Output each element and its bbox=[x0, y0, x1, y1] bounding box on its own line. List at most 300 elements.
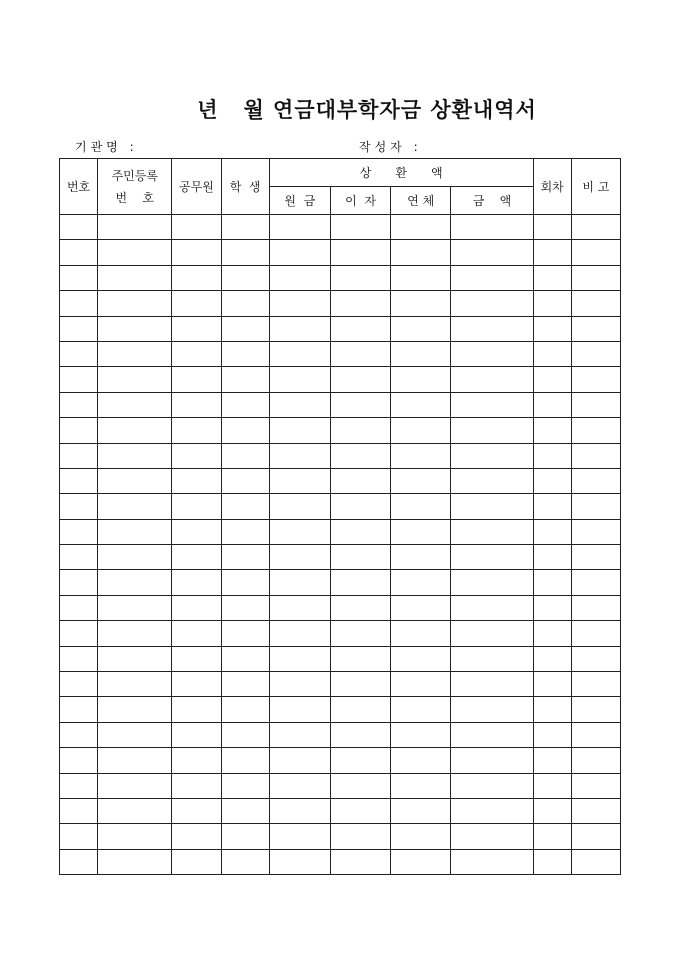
table-cell bbox=[98, 570, 172, 595]
table-cell bbox=[98, 418, 172, 443]
table-cell bbox=[269, 748, 330, 773]
table-cell bbox=[533, 545, 571, 570]
table-cell bbox=[533, 595, 571, 620]
table-cell bbox=[571, 494, 620, 519]
table-cell bbox=[451, 265, 533, 290]
table-cell bbox=[172, 392, 221, 417]
table-cell bbox=[391, 722, 451, 747]
table-cell bbox=[60, 265, 98, 290]
table-cell bbox=[98, 468, 172, 493]
author-label: 작성자 : bbox=[359, 140, 422, 154]
table-cell bbox=[60, 672, 98, 697]
table-cell bbox=[391, 418, 451, 443]
table-cell bbox=[172, 697, 221, 722]
table-cell bbox=[60, 291, 98, 316]
table-cell bbox=[451, 773, 533, 798]
table-cell bbox=[221, 849, 269, 874]
table-cell bbox=[60, 341, 98, 366]
institution-name-label: 기관명 : bbox=[75, 140, 138, 154]
table-cell bbox=[221, 468, 269, 493]
table-cell bbox=[571, 672, 620, 697]
table-cell bbox=[533, 672, 571, 697]
table-row bbox=[60, 519, 621, 544]
table-cell bbox=[330, 722, 390, 747]
table-cell bbox=[221, 291, 269, 316]
table-cell bbox=[533, 494, 571, 519]
table-cell bbox=[172, 748, 221, 773]
table-cell bbox=[172, 849, 221, 874]
table-cell bbox=[172, 824, 221, 849]
table-cell bbox=[330, 824, 390, 849]
table-cell bbox=[451, 595, 533, 620]
header-civil-servant: 공무원 bbox=[172, 159, 221, 215]
table-cell bbox=[391, 215, 451, 240]
table-cell bbox=[221, 646, 269, 671]
table-cell bbox=[172, 570, 221, 595]
table-cell bbox=[391, 468, 451, 493]
table-cell bbox=[172, 545, 221, 570]
table-cell bbox=[98, 240, 172, 265]
table-row bbox=[60, 443, 621, 468]
table-row bbox=[60, 341, 621, 366]
table-row bbox=[60, 595, 621, 620]
table-cell bbox=[269, 494, 330, 519]
table-cell bbox=[98, 672, 172, 697]
table-cell bbox=[60, 494, 98, 519]
table-cell bbox=[330, 392, 390, 417]
table-cell bbox=[221, 215, 269, 240]
table-cell bbox=[451, 672, 533, 697]
table-cell bbox=[533, 265, 571, 290]
header-number: 번호 bbox=[60, 159, 98, 215]
table-cell bbox=[60, 316, 98, 341]
table-row bbox=[60, 418, 621, 443]
table-cell bbox=[60, 748, 98, 773]
table-row bbox=[60, 545, 621, 570]
table-cell bbox=[533, 392, 571, 417]
table-cell bbox=[269, 265, 330, 290]
table-cell bbox=[221, 240, 269, 265]
table-cell bbox=[533, 570, 571, 595]
table-cell bbox=[60, 367, 98, 392]
table-cell bbox=[221, 570, 269, 595]
table-cell bbox=[269, 773, 330, 798]
table-cell bbox=[221, 722, 269, 747]
table-cell bbox=[391, 240, 451, 265]
table-cell bbox=[60, 443, 98, 468]
table-cell bbox=[172, 621, 221, 646]
table-cell bbox=[221, 824, 269, 849]
table-cell bbox=[221, 595, 269, 620]
header-amount: 금 액 bbox=[451, 187, 533, 215]
table-cell bbox=[172, 773, 221, 798]
table-cell bbox=[533, 748, 571, 773]
table-cell bbox=[571, 240, 620, 265]
table-cell bbox=[451, 443, 533, 468]
table-cell bbox=[269, 367, 330, 392]
table-cell bbox=[451, 748, 533, 773]
table-cell bbox=[269, 646, 330, 671]
table-cell bbox=[330, 291, 390, 316]
table-cell bbox=[571, 341, 620, 366]
table-cell bbox=[571, 418, 620, 443]
table-cell bbox=[172, 646, 221, 671]
table-cell bbox=[451, 341, 533, 366]
table-row bbox=[60, 367, 621, 392]
header-principal: 원 금 bbox=[269, 187, 330, 215]
table-cell bbox=[330, 265, 390, 290]
table-cell bbox=[221, 316, 269, 341]
table-cell bbox=[172, 468, 221, 493]
table-cell bbox=[571, 646, 620, 671]
table-cell bbox=[269, 621, 330, 646]
table-row bbox=[60, 621, 621, 646]
table-cell bbox=[60, 621, 98, 646]
table-cell bbox=[60, 215, 98, 240]
table-cell bbox=[391, 595, 451, 620]
header-student: 학 생 bbox=[221, 159, 269, 215]
table-cell bbox=[60, 392, 98, 417]
table-cell bbox=[451, 646, 533, 671]
table-cell bbox=[533, 824, 571, 849]
table-cell bbox=[172, 798, 221, 823]
table-cell bbox=[330, 849, 390, 874]
table-cell bbox=[571, 697, 620, 722]
table-cell bbox=[330, 468, 390, 493]
table-cell bbox=[533, 798, 571, 823]
table-cell bbox=[221, 418, 269, 443]
table-cell bbox=[533, 367, 571, 392]
table-cell bbox=[98, 494, 172, 519]
table-cell bbox=[391, 697, 451, 722]
table-cell bbox=[60, 519, 98, 544]
table-cell bbox=[172, 494, 221, 519]
table-cell bbox=[98, 824, 172, 849]
table-cell bbox=[451, 545, 533, 570]
table-cell bbox=[451, 798, 533, 823]
table-cell bbox=[330, 621, 390, 646]
table-cell bbox=[98, 773, 172, 798]
table-cell bbox=[571, 722, 620, 747]
header-interest: 이 자 bbox=[330, 187, 390, 215]
table-cell bbox=[98, 291, 172, 316]
table-cell bbox=[60, 545, 98, 570]
table-cell bbox=[391, 341, 451, 366]
table-cell bbox=[60, 798, 98, 823]
table-cell bbox=[391, 367, 451, 392]
table-cell bbox=[533, 646, 571, 671]
table-cell bbox=[221, 519, 269, 544]
table-cell bbox=[60, 468, 98, 493]
table-cell bbox=[172, 367, 221, 392]
table-cell bbox=[221, 773, 269, 798]
table-cell bbox=[269, 722, 330, 747]
table-row bbox=[60, 849, 621, 874]
table-cell bbox=[221, 697, 269, 722]
table-cell bbox=[571, 798, 620, 823]
table-cell bbox=[451, 240, 533, 265]
table-cell bbox=[330, 697, 390, 722]
table-cell bbox=[571, 773, 620, 798]
table-cell bbox=[172, 215, 221, 240]
table-cell bbox=[533, 697, 571, 722]
table-cell bbox=[269, 545, 330, 570]
repayment-ledger-table bbox=[59, 158, 621, 875]
table-cell bbox=[391, 494, 451, 519]
table-cell bbox=[391, 849, 451, 874]
table-cell bbox=[391, 519, 451, 544]
table-cell bbox=[98, 849, 172, 874]
table-cell bbox=[571, 443, 620, 468]
table-cell bbox=[269, 798, 330, 823]
table-cell bbox=[533, 240, 571, 265]
table-cell bbox=[391, 291, 451, 316]
header-repayment-amount: 상환액 bbox=[269, 159, 533, 187]
table-cell bbox=[330, 519, 390, 544]
table-cell bbox=[451, 367, 533, 392]
table-cell bbox=[269, 240, 330, 265]
table-cell bbox=[571, 291, 620, 316]
table-cell bbox=[571, 265, 620, 290]
table-cell bbox=[98, 443, 172, 468]
table-cell bbox=[330, 773, 390, 798]
table-cell bbox=[391, 646, 451, 671]
table-cell bbox=[269, 849, 330, 874]
table-cell bbox=[391, 621, 451, 646]
table-cell bbox=[571, 849, 620, 874]
table-cell bbox=[451, 519, 533, 544]
table-cell bbox=[571, 748, 620, 773]
table-cell bbox=[533, 722, 571, 747]
table-row bbox=[60, 672, 621, 697]
table-cell bbox=[98, 646, 172, 671]
table-cell bbox=[451, 418, 533, 443]
table-cell bbox=[391, 443, 451, 468]
table-cell bbox=[533, 621, 571, 646]
table-cell bbox=[571, 824, 620, 849]
table-cell bbox=[533, 341, 571, 366]
table-cell bbox=[269, 595, 330, 620]
table-row bbox=[60, 215, 621, 240]
table-cell bbox=[330, 672, 390, 697]
table-cell bbox=[330, 215, 390, 240]
table-cell bbox=[571, 595, 620, 620]
table-row bbox=[60, 748, 621, 773]
table-row bbox=[60, 773, 621, 798]
table-cell bbox=[391, 545, 451, 570]
table-cell bbox=[451, 570, 533, 595]
table-row bbox=[60, 392, 621, 417]
table-cell bbox=[98, 316, 172, 341]
table-cell bbox=[451, 215, 533, 240]
table-row bbox=[60, 240, 621, 265]
table-cell bbox=[98, 215, 172, 240]
table-cell bbox=[98, 722, 172, 747]
table-cell bbox=[221, 494, 269, 519]
table-cell bbox=[330, 240, 390, 265]
table-cell bbox=[98, 545, 172, 570]
table-cell bbox=[221, 748, 269, 773]
table-cell bbox=[451, 722, 533, 747]
table-cell bbox=[60, 697, 98, 722]
table-cell bbox=[451, 849, 533, 874]
header-resident-id-line2: 번 호 bbox=[115, 190, 154, 205]
table-row bbox=[60, 824, 621, 849]
table-cell bbox=[391, 798, 451, 823]
table-cell bbox=[221, 265, 269, 290]
header-installment: 회차 bbox=[533, 159, 571, 215]
table-cell bbox=[269, 291, 330, 316]
table-cell bbox=[98, 519, 172, 544]
table-cell bbox=[391, 392, 451, 417]
table-cell bbox=[98, 392, 172, 417]
table-cell bbox=[571, 392, 620, 417]
table-cell bbox=[172, 316, 221, 341]
table-cell bbox=[391, 748, 451, 773]
table-cell bbox=[451, 316, 533, 341]
table-cell bbox=[269, 215, 330, 240]
table-cell bbox=[98, 621, 172, 646]
table-cell bbox=[60, 773, 98, 798]
table-cell bbox=[330, 367, 390, 392]
table-cell bbox=[330, 545, 390, 570]
table-cell bbox=[533, 519, 571, 544]
table-cell bbox=[533, 418, 571, 443]
table-cell bbox=[221, 621, 269, 646]
table-cell bbox=[451, 392, 533, 417]
header-resident-id bbox=[98, 159, 172, 215]
table-cell bbox=[172, 265, 221, 290]
document-title: 년 월 연금대부학자금 상환내역서 bbox=[197, 97, 537, 122]
table-cell bbox=[330, 595, 390, 620]
table-cell bbox=[533, 443, 571, 468]
table-cell bbox=[391, 265, 451, 290]
table-cell bbox=[391, 570, 451, 595]
table-cell bbox=[60, 418, 98, 443]
table-row bbox=[60, 646, 621, 671]
table-row bbox=[60, 468, 621, 493]
table-cell bbox=[98, 367, 172, 392]
table-cell bbox=[330, 443, 390, 468]
header-resident-id-line1: 주민등록 bbox=[111, 168, 158, 183]
table-cell bbox=[98, 798, 172, 823]
table-cell bbox=[451, 494, 533, 519]
table-cell bbox=[391, 773, 451, 798]
table-cell bbox=[269, 570, 330, 595]
table-cell bbox=[451, 621, 533, 646]
table-cell bbox=[60, 646, 98, 671]
table-cell bbox=[172, 519, 221, 544]
table-cell bbox=[571, 316, 620, 341]
table-cell bbox=[571, 468, 620, 493]
table-cell bbox=[172, 418, 221, 443]
table-cell bbox=[533, 316, 571, 341]
table-cell bbox=[451, 824, 533, 849]
table-cell bbox=[533, 215, 571, 240]
table-cell bbox=[98, 341, 172, 366]
table-row bbox=[60, 697, 621, 722]
table-cell bbox=[533, 773, 571, 798]
table-row bbox=[60, 494, 621, 519]
table-cell bbox=[98, 265, 172, 290]
table-cell bbox=[269, 418, 330, 443]
table-cell bbox=[172, 672, 221, 697]
table-row bbox=[60, 722, 621, 747]
table-cell bbox=[330, 748, 390, 773]
table-cell bbox=[533, 468, 571, 493]
table-cell bbox=[60, 570, 98, 595]
table-cell bbox=[451, 468, 533, 493]
table-cell bbox=[571, 367, 620, 392]
table-cell bbox=[330, 798, 390, 823]
table-cell bbox=[330, 418, 390, 443]
table-cell bbox=[60, 722, 98, 747]
table-cell bbox=[221, 443, 269, 468]
table-cell bbox=[269, 341, 330, 366]
header-remarks: 비 고 bbox=[571, 159, 620, 215]
table-row bbox=[60, 316, 621, 341]
table-cell bbox=[330, 570, 390, 595]
table-cell bbox=[221, 545, 269, 570]
header-late-fee: 연 체 bbox=[391, 187, 451, 215]
table-cell bbox=[221, 341, 269, 366]
table-cell bbox=[571, 545, 620, 570]
table-cell bbox=[269, 697, 330, 722]
table-cell bbox=[269, 519, 330, 544]
table-cell bbox=[391, 824, 451, 849]
table-cell bbox=[269, 316, 330, 341]
table-cell bbox=[269, 824, 330, 849]
table-cell bbox=[60, 849, 98, 874]
table-cell bbox=[571, 519, 620, 544]
table-cell bbox=[98, 697, 172, 722]
table-cell bbox=[391, 316, 451, 341]
table-cell bbox=[391, 672, 451, 697]
table-cell bbox=[451, 697, 533, 722]
table-cell bbox=[571, 621, 620, 646]
table-cell bbox=[172, 240, 221, 265]
table-cell bbox=[330, 646, 390, 671]
table-cell bbox=[269, 392, 330, 417]
table-cell bbox=[60, 824, 98, 849]
table-cell bbox=[60, 240, 98, 265]
table-cell bbox=[172, 291, 221, 316]
table-cell bbox=[330, 494, 390, 519]
table-cell bbox=[269, 468, 330, 493]
table-cell bbox=[533, 849, 571, 874]
table-cell bbox=[221, 367, 269, 392]
table-cell bbox=[533, 291, 571, 316]
table-cell bbox=[172, 443, 221, 468]
table-cell bbox=[330, 316, 390, 341]
table-cell bbox=[60, 595, 98, 620]
table-cell bbox=[571, 570, 620, 595]
table-cell bbox=[571, 215, 620, 240]
table-cell bbox=[221, 672, 269, 697]
table-cell bbox=[330, 341, 390, 366]
table-cell bbox=[98, 748, 172, 773]
table-cell bbox=[269, 443, 330, 468]
table-cell bbox=[269, 672, 330, 697]
table-cell bbox=[221, 392, 269, 417]
table-row bbox=[60, 570, 621, 595]
table-cell bbox=[221, 798, 269, 823]
table-row bbox=[60, 265, 621, 290]
table-row bbox=[60, 291, 621, 316]
table-row bbox=[60, 798, 621, 823]
table-cell bbox=[451, 291, 533, 316]
ledger-body bbox=[60, 215, 621, 875]
